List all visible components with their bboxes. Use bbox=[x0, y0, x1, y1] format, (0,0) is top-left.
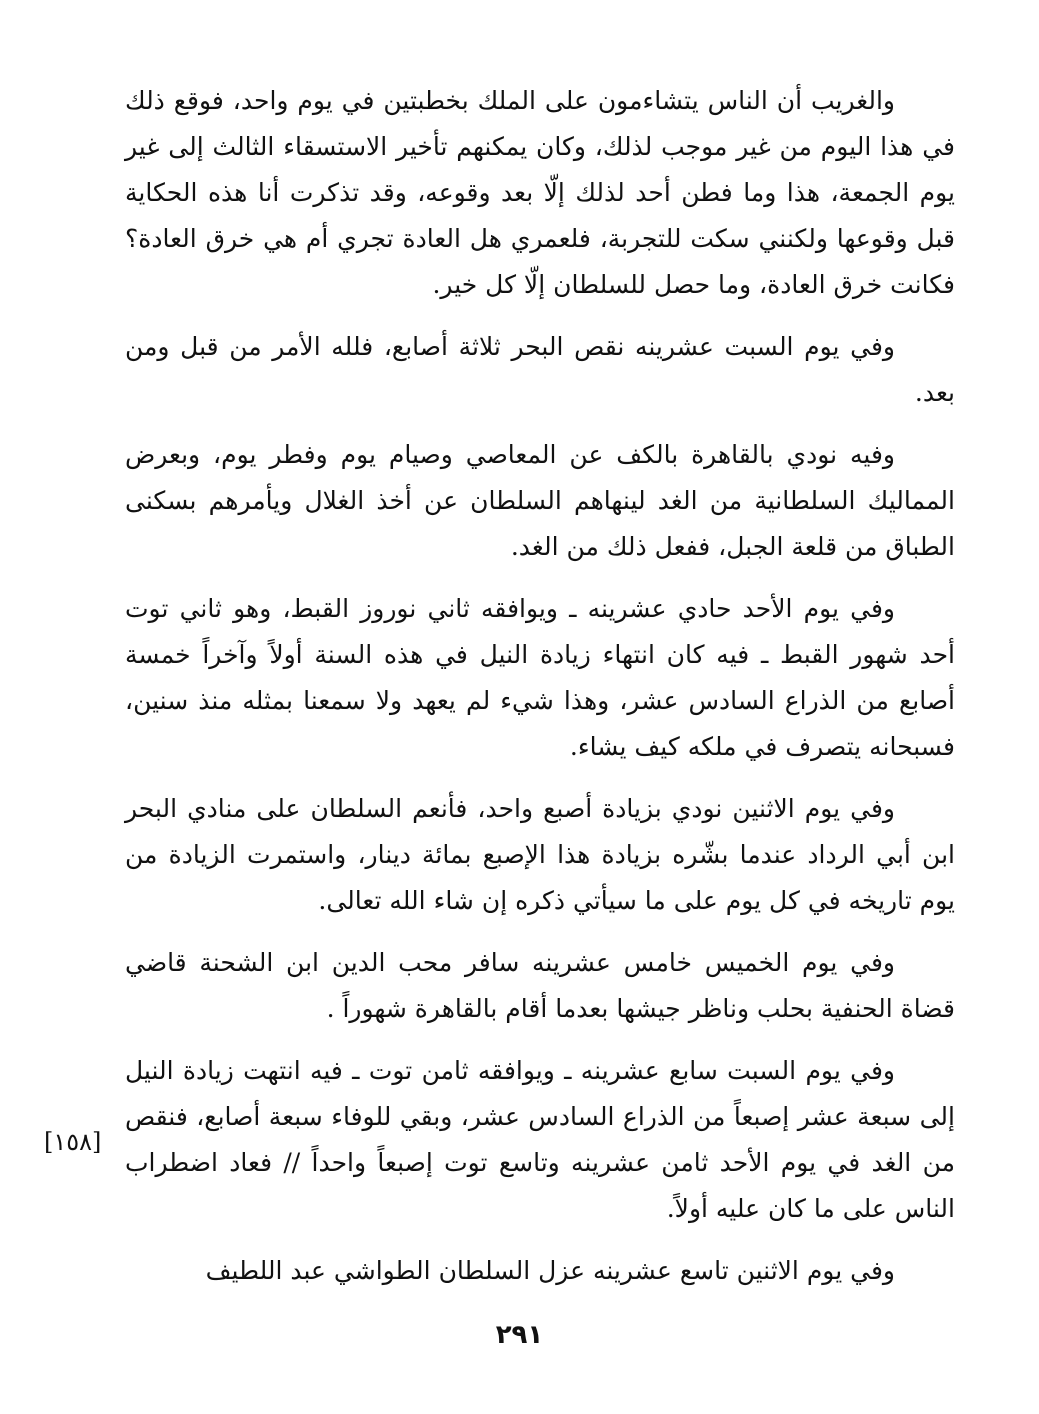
paragraph-8: وفي يوم الاثنين تاسع عشرينه عزل السلطان الطواشي عبد اللطيف bbox=[205, 1256, 895, 1285]
paragraph-1: والغريب أن الناس يتشاءمون على الملك بخطبتين في يوم واحد، فوقع ذلك في هذا اليوم من غير موجب لذلك، وكان يمكنهم تأخير الاستسقاء الثالث إلى غير يوم الجمعة، هذا وما فطن أحد لذلك إلّا بعد وقوعه، وقد تذكرت أنا هذه الحكاية قبل وقوعها ولكنني سكت للتجربة، فلعمري هل العادة تجري أم هي خرق العادة؟ فكانت خرق العادة، وما حصل للسلطان إلّا كل خير. bbox=[125, 86, 955, 299]
paragraph-4: وفي يوم الأحد حادي عشرينه ـ ويوافقه ثاني نوروز القبط، وهو ثاني توت أحد شهور القبط ـ فيه كان انتهاء زيادة النيل في هذه السنة أولاً وآخراً خمسة أصابع من الذراع السادس عشر، وهذا شيء لم يعهد ولا سمعنا بمثله منذ سنين، فسبحانه يتصرف في ملكه كيف يشاء. bbox=[125, 594, 955, 761]
body-text bbox=[125, 78, 955, 1294]
paragraph-7: وفي يوم السبت سابع عشرينه ـ ويوافقه ثامن توت ـ فيه انتهت زيادة النيل إلى سبعة عشر إصبعاً من الذراع السادس عشر، وبقي للوفاء سبعة أصابع، فنقص من الغد في يوم الأحد ثامن عشرينه وتاسع توت إصبعاً واحداً // فعاد اضطراب الناس على ما كان عليه أولاً. bbox=[125, 1056, 955, 1223]
page-number: ٢٩١ bbox=[495, 1320, 544, 1350]
paragraph-6: وفي يوم الخميس خامس عشرينه سافر محب الدين ابن الشحنة قاضي قضاة الحنفية بحلب وناظر جيشها بعدما أقام بالقاهرة شهوراً . bbox=[125, 948, 955, 1023]
paragraph-2: وفي يوم السبت عشرينه نقص البحر ثلاثة أصابع، فلله الأمر من قبل ومن بعد. bbox=[125, 332, 955, 407]
manuscript-folio-marker: [١٥٨] bbox=[44, 1128, 102, 1156]
paragraph-5: وفي يوم الاثنين نودي بزيادة أصبع واحد، فأنعم السلطان على منادي البحر ابن أبي الرداد عندما بشّره بزيادة هذا الإصبع بمائة دينار، واستمرت الزيادة من يوم تاريخه في كل يوم على ما سيأتي ذكره إن شاء الله تعالى. bbox=[125, 794, 955, 915]
paragraph-3: وفيه نودي بالقاهرة بالكف عن المعاصي وصيام يوم وفطر يوم، وبعرض المماليك السلطانية من الغد لينهاهم السلطان عن أخذ الغلال ويأمرهم بسكنى الطباق من قلعة الجبل، ففعل ذلك من الغد. bbox=[125, 440, 955, 561]
